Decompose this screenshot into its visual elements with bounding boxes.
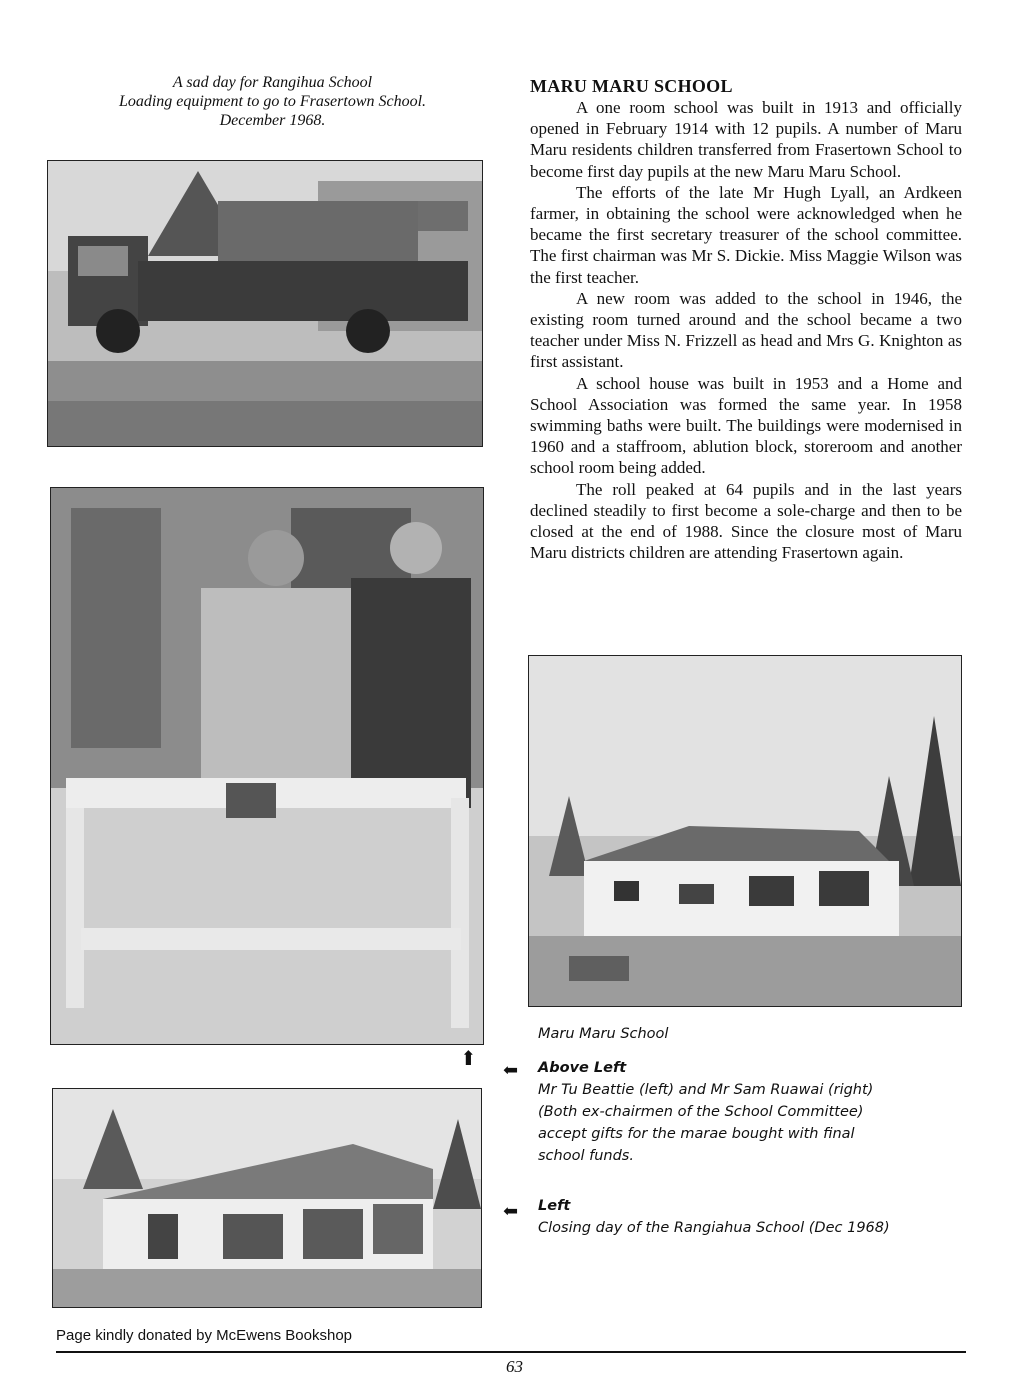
donation-credit: Page kindly donated by McEwens Bookshop xyxy=(56,1327,353,1344)
article-paragraph: The roll peaked at 64 pupils and in the last years declined steadily to first become a sole-charge and then to be closed at the end of 1988. Since the closure most of Maru Maru districts children are attending Frasertown again. xyxy=(530,479,962,563)
caption-heading: Left xyxy=(538,1198,571,1214)
caption-maru-maru: Maru Maru School xyxy=(538,1026,669,1042)
footer-divider xyxy=(56,1351,966,1353)
page-number: 63 xyxy=(506,1357,523,1376)
arrow-left-icon: ⬅ xyxy=(503,1060,519,1080)
caption-line: (Both ex-chairmen of the School Committee) xyxy=(538,1104,864,1120)
caption-heading: Above Left xyxy=(538,1060,627,1076)
caption-left xyxy=(538,1195,968,1239)
article-title: MARU MARU SCHOOL xyxy=(530,76,733,96)
photo-caption-truck xyxy=(40,73,505,130)
arrow-up-icon: ⬆ xyxy=(460,1048,477,1070)
caption-line: Mr Tu Beattie (left) and Mr Sam Ruawai (right) xyxy=(538,1082,874,1098)
rangiahua-school-photo xyxy=(52,1088,482,1308)
truck-photo xyxy=(47,160,483,447)
maru-maru-school-photo xyxy=(528,655,962,1007)
arrow-left-icon: ⬅ xyxy=(503,1201,519,1221)
caption-above-left xyxy=(538,1057,968,1167)
caption-line: December 1968. xyxy=(219,112,326,129)
article-maru-maru xyxy=(530,76,962,563)
caption-line: A sad day for Rangihua School xyxy=(172,74,373,91)
article-paragraph: The efforts of the late Mr Hugh Lyall, an Ardkeen farmer, in obtaining the school were acknowledged when he became the first secretary treasurer of the school committee. The first chairman was Mr S. Dickie. Miss Maggie Wilson was the first teacher. xyxy=(530,182,962,287)
article-paragraph: A school house was built in 1953 and a Home and School Association was formed the same year. In 1958 swimming baths were built. The buildings were modernised in 1960 and a staffroom, ablution block, storeroom and another school room being added. xyxy=(530,373,962,478)
article-paragraph: A one room school was built in 1913 and officially opened in February 1914 with 12 pupils. A number of Maru Maru residents children transferred from Frasertown School to become first day pupils at the new Maru Maru School. xyxy=(530,98,962,181)
caption-line: accept gifts for the marae bought with final xyxy=(538,1126,855,1142)
article-paragraph: A new room was added to the school in 1946, the existing room turned around and the school became a two teacher under Miss N. Frizzell as head and Mrs G. Knighton as first assistant. xyxy=(530,288,962,372)
caption-line: Loading equipment to go to Frasertown School. xyxy=(118,93,427,110)
caption-line: school funds. xyxy=(538,1148,634,1164)
two-men-photo xyxy=(50,487,484,1045)
caption-line: Closing day of the Rangiahua School (Dec 1968) xyxy=(538,1220,890,1236)
